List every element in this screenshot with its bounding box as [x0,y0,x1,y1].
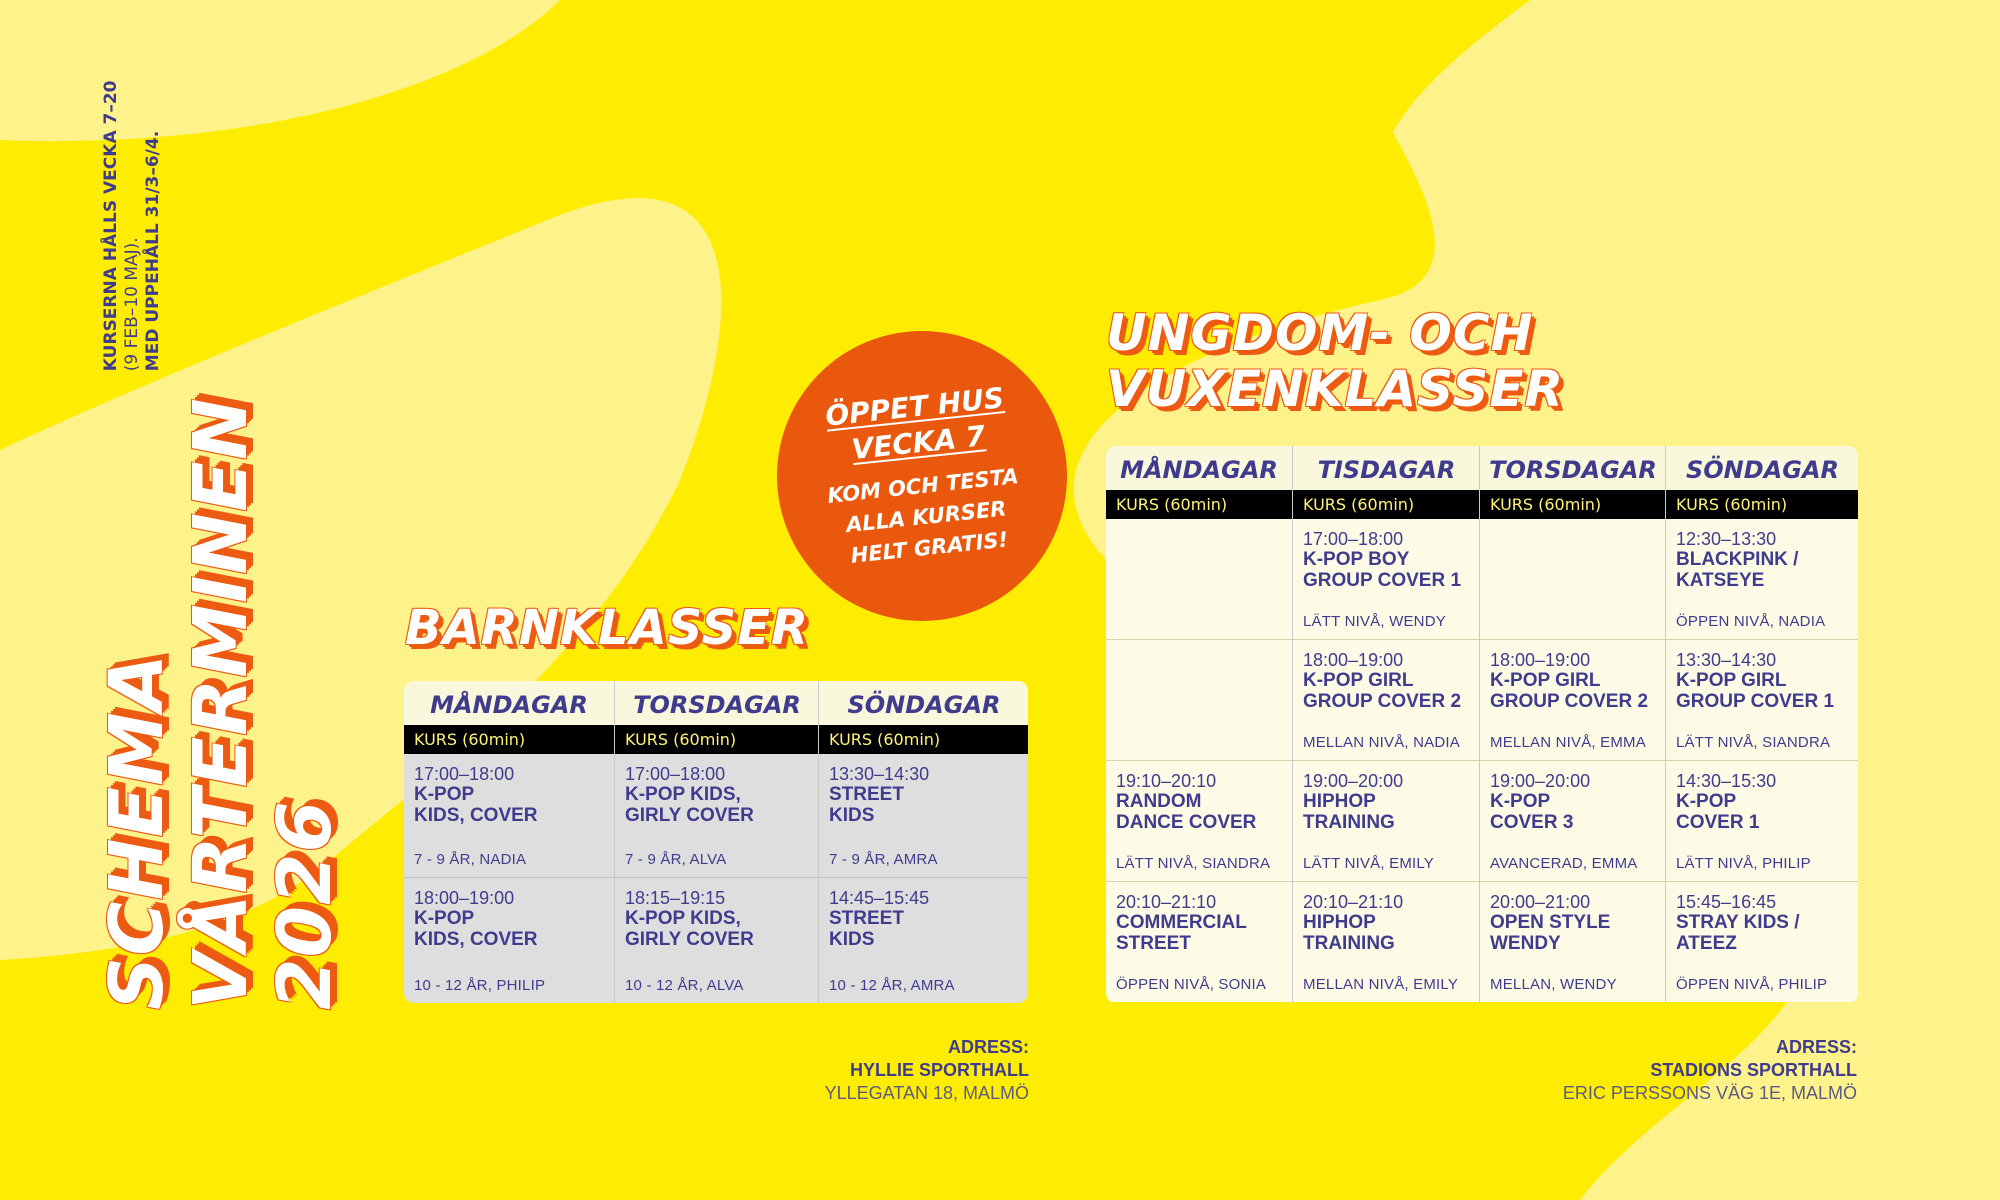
class-cell [1293,519,1480,640]
day-header: MÅNDAGAR [404,681,614,725]
kids-column-sunday [818,681,1028,1003]
kurs-bar: KURS (60min) [1666,490,1858,519]
kids-address [825,1036,1029,1105]
kurs-bar: KURS (60min) [1293,490,1480,519]
day-header: SÖNDAGAR [819,681,1028,725]
day-header: MÅNDAGAR [1106,446,1292,490]
class-level: MELLAN NIVÅ, NADIA [1303,734,1460,751]
class-name: COVER 3 [1490,812,1574,833]
class-name: K-POP [1490,791,1551,812]
class-name: HIPHOP [1303,912,1376,933]
class-level: 7 - 9 ÅR, AMRA [829,851,938,868]
class-name: STREET [829,908,904,929]
class-level: 7 - 9 ÅR, NADIA [414,851,527,868]
class-name: STRAY KIDS / [1676,912,1800,933]
adult-heading-line-2: VUXENKLASSER [1106,360,1565,418]
class-name: RANDOM [1116,791,1202,812]
class-name: WENDY [1490,933,1561,954]
class-level: LÄTT NIVÅ, PHILIP [1676,855,1811,872]
class-name: GIRLY COVER [625,805,754,826]
class-time: 18:00–19:00 [1303,650,1404,670]
class-name: COVER 1 [1676,812,1760,833]
class-name: K-POP GIRL [1490,670,1601,691]
class-time: 17:00–18:00 [414,764,515,784]
class-name: STREET [829,784,904,805]
kurs-bar: KURS (60min) [819,725,1028,754]
class-name: TRAINING [1303,812,1395,833]
class-name: KIDS [829,805,875,826]
class-time: 20:00–21:00 [1490,892,1591,912]
class-cell [615,878,819,1003]
class-time: 13:30–14:30 [829,764,930,784]
class-time: 18:00–19:00 [1490,650,1591,670]
adult-column-monday [1106,446,1292,1003]
class-cell-empty [1106,519,1292,640]
day-header: TORSDAGAR [1480,446,1666,490]
kurs-bar: KURS (60min) [1480,490,1666,519]
class-name: TRAINING [1303,933,1395,954]
adult-heading [1106,305,1564,417]
class-level: LÄTT NIVÅ, EMILY [1303,855,1435,872]
class-cell [1480,640,1666,761]
title-block [95,397,347,1010]
class-time: 18:15–19:15 [625,888,726,908]
adult-column-tuesday [1292,446,1480,1003]
class-name: DANCE COVER [1116,812,1257,833]
badge-line-2: VECKA 7 [850,418,987,466]
class-name: KIDS, COVER [414,929,538,950]
open-house-badge [777,331,1067,621]
badge-line-4: ALLA KURSER [844,495,1008,537]
kids-column-monday [404,681,614,1003]
class-cell [819,754,1028,878]
class-name: HIPHOP [1303,791,1376,812]
address-label: ADRESS: [947,1037,1029,1057]
title-line-varterminen: VÅRTERMINEN [178,397,264,1010]
badge-line-3: KOM OCH TESTA [826,463,1020,508]
class-name: ATEEZ [1676,933,1737,954]
badge-line-5: HELT GRATIS! [849,526,1010,568]
class-level: 10 - 12 ÅR, PHILIP [414,977,546,994]
class-time: 19:00–20:00 [1303,771,1404,791]
title-line-year: 2026 [262,800,348,1010]
class-cell [404,754,614,878]
class-time: 14:45–15:45 [829,888,930,908]
title-line-schema: SCHEMA [94,653,180,1010]
class-name: STREET [1116,933,1191,954]
class-name: KATSEYE [1676,570,1765,591]
note-line-2: (9 FEB–10 MAJ). [122,237,142,372]
class-name: BLACKPINK / [1676,549,1799,570]
class-name: K-POP GIRL [1303,670,1414,691]
class-cell [1293,882,1480,1002]
class-cell [1666,761,1858,882]
class-name: GROUP COVER 2 [1303,691,1462,712]
kurs-bar: KURS (60min) [404,725,614,754]
class-time: 19:10–20:10 [1116,771,1217,791]
class-level: 10 - 12 ÅR, AMRA [829,977,955,994]
kurs-bar: KURS (60min) [615,725,819,754]
class-cell [1480,761,1666,882]
adult-address [1563,1036,1857,1105]
class-time: 18:00–19:00 [414,888,515,908]
class-level: LÄTT NIVÅ, SIANDRA [1116,855,1271,872]
address-hall: STADIONS SPORTHALL [1650,1060,1857,1080]
class-time: 17:00–18:00 [1303,529,1404,549]
note-line-3: MED UPPEHÅLL 31/3–6/4. [143,130,163,372]
kids-schedule-table [404,681,1028,1003]
address-hall: HYLLIE SPORTHALL [850,1060,1029,1080]
class-time: 17:00–18:00 [625,764,726,784]
class-level: ÖPPEN NIVÅ, SONIA [1116,976,1267,993]
class-time: 14:30–15:30 [1676,771,1777,791]
class-level: AVANCERAD, EMMA [1490,855,1638,872]
adult-column-thursday [1479,446,1666,1003]
class-cell [1106,882,1292,1002]
adult-heading-line-1: UNGDOM- OCH [1106,304,1534,362]
class-name: K-POP BOY [1303,549,1410,570]
badge-line-1: ÖPPET HUS [823,380,1006,433]
class-name: KIDS, COVER [414,805,538,826]
class-time: 20:10–21:10 [1303,892,1404,912]
class-time: 13:30–14:30 [1676,650,1777,670]
class-name: GROUP COVER 1 [1303,570,1462,591]
class-name: GROUP COVER 2 [1490,691,1649,712]
class-cell [1293,761,1480,882]
class-cell [1666,882,1858,1002]
class-name: K-POP [414,784,475,805]
class-cell [1293,640,1480,761]
class-name: K-POP [414,908,475,929]
class-cell-empty [1106,640,1292,761]
class-level: 7 - 9 ÅR, ALVA [625,851,727,868]
class-level: LÄTT NIVÅ, SIANDRA [1676,734,1831,751]
address-label: ADRESS: [1775,1037,1857,1057]
class-name: K-POP KIDS, [625,784,741,805]
class-name: K-POP KIDS, [625,908,741,929]
day-header: TISDAGAR [1293,446,1480,490]
class-name: KIDS [829,929,875,950]
kids-column-thursday [614,681,819,1003]
address-street: YLLEGATAN 18, MALMÖ [824,1083,1029,1103]
class-time: 15:45–16:45 [1676,892,1777,912]
class-cell [1666,519,1858,640]
day-header: SÖNDAGAR [1666,446,1858,490]
class-name: GIRLY COVER [625,929,754,950]
class-level: LÄTT NIVÅ, WENDY [1303,613,1446,630]
day-header: TORSDAGAR [615,681,819,725]
class-time: 20:10–21:10 [1116,892,1217,912]
class-name: GROUP COVER 1 [1676,691,1835,712]
note-line-1: KURSERNA HÅLLS VECKA 7–20 [101,80,121,372]
class-cell [1666,640,1858,761]
kids-heading: BARNKLASSER [405,600,809,656]
address-street: ERIC PERSSONS VÄG 1E, MALMÖ [1562,1083,1857,1103]
class-cell [615,754,819,878]
class-cell [1106,761,1292,882]
class-level: ÖPPEN NIVÅ, PHILIP [1676,976,1828,993]
adult-column-sunday [1665,446,1858,1003]
class-time: 19:00–20:00 [1490,771,1591,791]
class-cell [404,878,614,1003]
class-time: 12:30–13:30 [1676,529,1777,549]
course-dates-note [95,80,164,371]
kurs-bar: KURS (60min) [1106,490,1292,519]
class-cell-empty [1480,519,1666,640]
adult-schedule-table [1106,446,1858,1003]
class-name: OPEN STYLE [1490,912,1611,933]
class-level: MELLAN, WENDY [1490,976,1617,993]
class-level: MELLAN NIVÅ, EMMA [1490,734,1646,751]
class-cell [1480,882,1666,1002]
class-name: K-POP [1676,791,1737,812]
class-level: MELLAN NIVÅ, EMILY [1303,976,1459,993]
class-name: COMMERCIAL [1116,912,1247,933]
vertical-title [95,80,347,1010]
class-level: 10 - 12 ÅR, ALVA [625,977,744,994]
class-cell [819,878,1028,1003]
class-level: ÖPPEN NIVÅ, NADIA [1676,613,1826,630]
class-name: K-POP GIRL [1676,670,1787,691]
